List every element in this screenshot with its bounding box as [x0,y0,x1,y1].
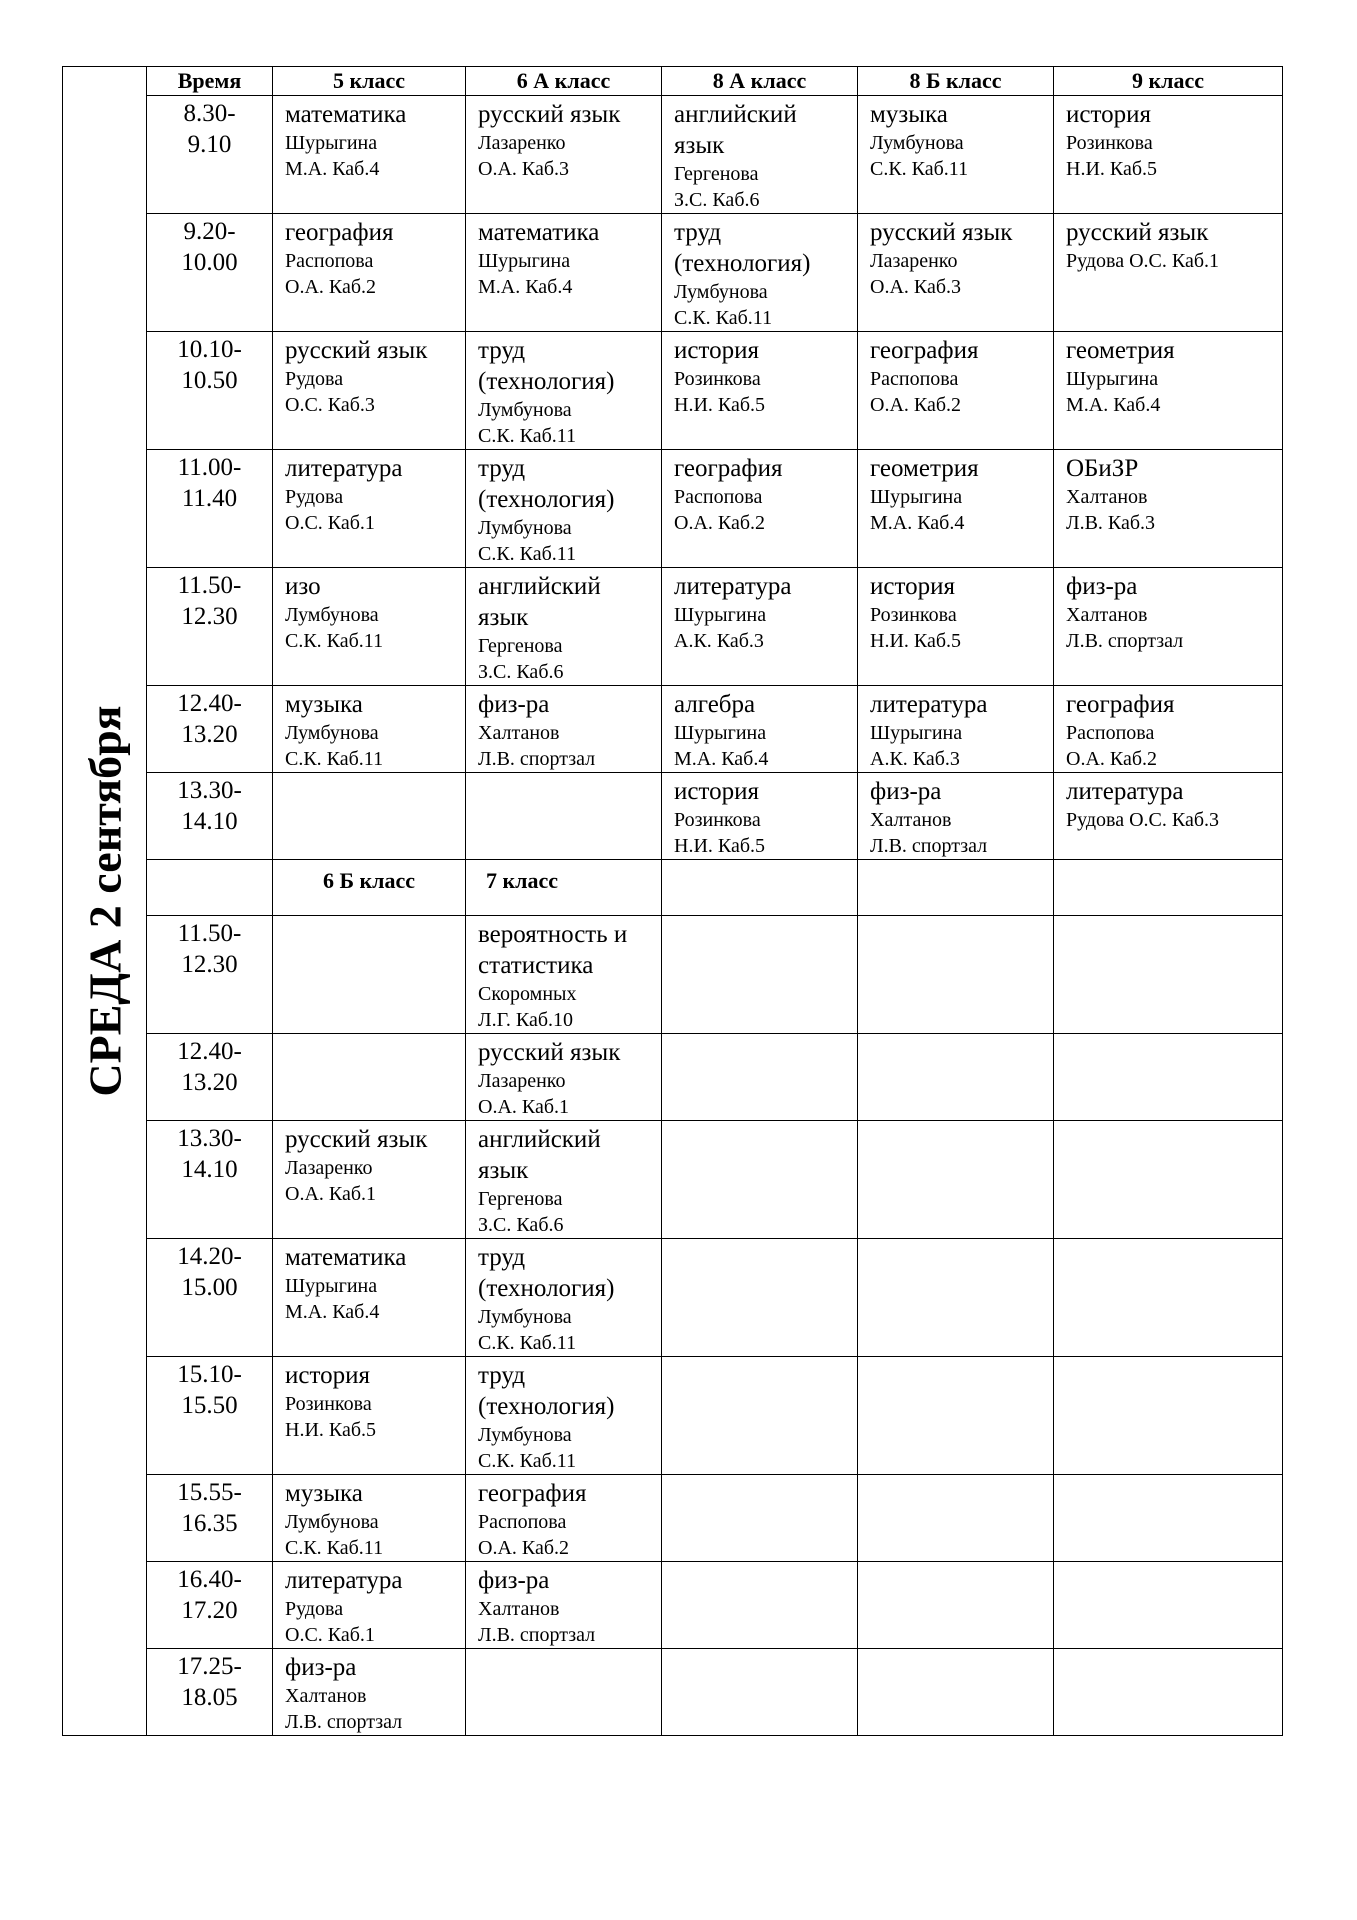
schedule-row [63,568,1283,686]
empty-cell [1054,1475,1283,1562]
time-cell [147,1562,273,1649]
teacher-initials-room: М.А. Каб.4 [1066,394,1161,416]
time-line: 17.20 [181,1597,238,1624]
subject-name: русский язык [1066,219,1209,246]
teacher-name: Розинкова [674,368,761,390]
time-line: 13.20 [181,721,238,748]
subject-name: математика [285,1244,407,1271]
time-cell [147,1034,273,1121]
time-cell [147,96,273,214]
time-cell [147,214,273,332]
teacher-name: Шурыгина [285,132,378,154]
subject-name: геометрия [1066,337,1175,364]
subject-name: изо [285,573,321,600]
empty-cell [1054,860,1283,916]
lesson-cell [1054,96,1283,214]
teacher-initials-room: Н.И. Каб.5 [285,1419,377,1441]
teacher-initials-room: О.А. Каб.3 [478,158,570,180]
teacher-name: Рудова [285,486,344,508]
teacher-name: Скоромных [478,983,577,1005]
time-line: 9.10 [187,131,232,158]
subject-name: физ-ра [478,691,550,718]
time-line: 15.50 [181,1392,238,1419]
lesson-cell [466,1239,662,1357]
teacher-name: Лумбунова [870,132,964,154]
subject-name: труд [478,1244,526,1271]
subject-name: география [870,337,979,364]
teacher-name: Лазаренко [285,1157,373,1179]
teacher-initials-room: А.К. Каб.3 [674,630,764,652]
empty-cell [662,916,858,1034]
subject-name: математика [478,219,600,246]
teacher-name: Рудова О.С. Каб.1 [1066,250,1220,272]
teacher-initials-room: С.К. Каб.11 [285,1537,384,1559]
subject-name: (технология) [478,368,615,395]
teacher-initials-room: М.А. Каб.4 [674,748,769,770]
teacher-name: Лазаренко [478,1070,566,1092]
lesson-cell [662,332,858,450]
lesson-cell [273,450,466,568]
teacher-initials-room: С.К. Каб.11 [285,630,384,652]
subject-name: литература [674,573,792,600]
subject-name: алгебра [674,691,756,718]
subject-name: геометрия [870,455,979,482]
subject-name: труд [674,219,722,246]
schedule-subheader-row [63,860,1283,916]
teacher-name: Халтанов [1066,486,1148,508]
teacher-initials-room: Л.В. спортзал [870,835,988,857]
subject-name: география [674,455,783,482]
teacher-initials-room: Л.Г. Каб.10 [478,1009,573,1031]
lesson-cell [273,686,466,773]
schedule-row [63,332,1283,450]
teacher-name: Лумбунова [674,281,768,303]
teacher-name: Халтанов [478,722,560,744]
day-title: СРЕДА 2 сентября [79,705,130,1097]
teacher-initials-room: Н.И. Каб.5 [870,630,962,652]
subject-name: ОБиЗР [1066,455,1139,482]
time-cell [147,1649,273,1736]
time-cell [147,1121,273,1239]
lesson-cell [858,773,1054,860]
teacher-name: Халтанов [870,809,952,831]
time-line: 15.55- [177,1479,242,1506]
subject-name: труд [478,1362,526,1389]
schedule-row [63,96,1283,214]
subject-name: литература [285,1567,403,1594]
teacher-name: Шурыгина [1066,368,1159,390]
empty-cell [1054,1034,1283,1121]
teacher-name: Гергенова [478,1188,563,1210]
schedule-row [63,1239,1283,1357]
teacher-name: Лумбунова [285,1511,379,1533]
teacher-initials-room: О.С. Каб.3 [285,394,375,416]
lesson-cell [273,1121,466,1239]
time-line: 13.20 [181,1069,238,1096]
lesson-cell [466,1475,662,1562]
subject-name: (технология) [478,1275,615,1302]
teacher-name: Лумбунова [478,1306,572,1328]
subject-name: история [674,778,759,805]
header-class-6a: 6 А класс [466,67,662,96]
teacher-initials-room: С.К. Каб.11 [478,543,577,565]
subject-name: английский [674,101,797,128]
subject-name: литература [1066,778,1184,805]
subject-name: география [478,1480,587,1507]
schedule-row [63,1475,1283,1562]
schedule-row [63,450,1283,568]
lesson-cell [273,1475,466,1562]
subject-name: физ-ра [1066,573,1138,600]
schedule-row [63,1034,1283,1121]
schedule-table [62,66,1283,1736]
lesson-cell [858,568,1054,686]
teacher-initials-room: З.С. Каб.6 [478,1214,564,1236]
time-line: 11.50- [177,572,242,599]
empty-cell [1054,916,1283,1034]
schedule-row [63,773,1283,860]
time-line: 18.05 [181,1684,238,1711]
lesson-cell [1054,568,1283,686]
lesson-cell [273,1034,466,1121]
lesson-cell [858,686,1054,773]
teacher-initials-room: Н.И. Каб.5 [674,835,766,857]
subject-name: язык [478,604,529,631]
time-line: 11.00- [177,454,242,481]
teacher-name: Распопова [870,368,959,390]
empty-cell [1054,1649,1283,1736]
teacher-initials-room: С.К. Каб.11 [478,1450,577,1472]
lesson-cell [466,773,662,860]
time-line: 10.00 [181,249,238,276]
teacher-name: Шурыгина [478,250,571,272]
teacher-initials-room: О.А. Каб.1 [478,1096,570,1118]
lesson-cell [662,450,858,568]
time-cell [147,1239,273,1357]
teacher-name: Халтанов [478,1598,560,1620]
header-class-5: 5 класс [273,67,466,96]
empty-cell [662,1649,858,1736]
lesson-cell [273,96,466,214]
schedule-row [63,916,1283,1034]
subject-name: английский [478,573,601,600]
lesson-cell [662,568,858,686]
teacher-name: Шурыгина [870,486,963,508]
empty-cell [1054,1357,1283,1475]
subject-name: история [674,337,759,364]
header-class-7: 7 класс [466,860,662,916]
time-line: 12.30 [181,951,238,978]
empty-cell [858,1357,1054,1475]
teacher-name: Лумбунова [285,722,379,744]
time-line: 13.30- [177,1125,242,1152]
teacher-name: Распопова [674,486,763,508]
time-cell [147,568,273,686]
subject-name: (технология) [478,1393,615,1420]
lesson-cell [466,214,662,332]
empty-cell [858,916,1054,1034]
schedule-row [63,1562,1283,1649]
teacher-initials-room: М.А. Каб.4 [285,158,380,180]
empty-cell [662,1121,858,1239]
subject-name: история [285,1362,370,1389]
subject-name: русский язык [870,219,1013,246]
empty-cell [662,1239,858,1357]
schedule-row [63,1357,1283,1475]
time-line: 9.20- [183,218,236,245]
teacher-name: Халтанов [1066,604,1148,626]
lesson-cell [273,332,466,450]
time-cell [147,773,273,860]
time-line: 12.30 [181,603,238,630]
day-column [63,67,147,1736]
teacher-initials-room: Л.В. спортзал [478,748,596,770]
time-cell [147,916,273,1034]
lesson-cell [273,1357,466,1475]
lesson-cell [858,96,1054,214]
empty-cell [858,1121,1054,1239]
empty-cell [858,1475,1054,1562]
teacher-initials-room: О.А. Каб.1 [285,1183,377,1205]
time-line: 15.00 [181,1274,238,1301]
teacher-name: Шурыгина [285,1275,378,1297]
lesson-cell [466,450,662,568]
teacher-initials-room: С.К. Каб.11 [285,748,384,770]
empty-cell [1054,1121,1283,1239]
subject-name: литература [870,691,988,718]
lesson-cell [662,773,858,860]
teacher-name: Халтанов [285,1685,367,1707]
teacher-name: Лазаренко [870,250,958,272]
teacher-initials-room: М.А. Каб.4 [870,512,965,534]
subject-name: музыка [870,101,948,128]
empty-cell [662,860,858,916]
subject-name: (технология) [478,486,615,513]
subject-name: труд [478,337,526,364]
time-line: 17.25- [177,1653,242,1680]
teacher-initials-room: Н.И. Каб.5 [1066,158,1158,180]
teacher-initials-room: С.К. Каб.11 [478,1332,577,1354]
time-line: 16.40- [177,1566,242,1593]
header-class-6b: 6 Б класс [273,860,466,916]
schedule-row [63,1121,1283,1239]
teacher-name: Рудова О.С. Каб.3 [1066,809,1220,831]
subject-name: география [285,219,394,246]
time-line: 12.40- [177,1038,242,1065]
schedule-row [63,214,1283,332]
teacher-initials-room: О.А. Каб.2 [1066,748,1158,770]
teacher-name: Рудова [285,368,344,390]
lesson-cell [273,214,466,332]
lesson-cell [858,332,1054,450]
subject-name: история [1066,101,1151,128]
teacher-name: Распопова [1066,722,1155,744]
lesson-cell [1054,332,1283,450]
time-cell [147,332,273,450]
subject-name: музыка [285,1480,363,1507]
header-class-8b: 8 Б класс [858,67,1054,96]
teacher-initials-room: О.С. Каб.1 [285,1624,375,1646]
time-line: 11.50- [177,920,242,947]
subject-name: физ-ра [478,1567,550,1594]
empty-cell [858,1649,1054,1736]
teacher-name: Розинкова [674,809,761,831]
time-line: 10.50 [181,367,238,394]
lesson-cell [273,1649,466,1736]
header-class-8a: 8 А класс [662,67,858,96]
subject-name: вероятность и [478,921,628,948]
teacher-initials-room: О.С. Каб.1 [285,512,375,534]
teacher-name: Лумбунова [478,399,572,421]
lesson-cell [1054,773,1283,860]
lesson-cell [466,916,662,1034]
lesson-cell [662,96,858,214]
schedule-sheet [62,66,1282,1736]
time-line: 8.30- [183,100,236,127]
empty-cell [858,1034,1054,1121]
empty-cell [147,860,273,916]
subject-name: математика [285,101,407,128]
time-line: 14.10 [181,808,238,835]
teacher-name: Шурыгина [674,722,767,744]
time-line: 15.10- [177,1361,242,1388]
time-line: 10.10- [177,336,242,363]
lesson-cell [273,1239,466,1357]
subject-name: история [870,573,955,600]
lesson-cell [466,1121,662,1239]
lesson-cell [466,96,662,214]
empty-cell [662,1475,858,1562]
teacher-name: Шурыгина [870,722,963,744]
teacher-initials-room: О.А. Каб.2 [870,394,962,416]
teacher-initials-room: М.А. Каб.4 [478,276,573,298]
subject-name: английский [478,1126,601,1153]
subject-name: труд [478,455,526,482]
teacher-initials-room: О.А. Каб.3 [870,276,962,298]
empty-cell [662,1034,858,1121]
teacher-name: Шурыгина [674,604,767,626]
empty-cell [662,1357,858,1475]
teacher-name: Гергенова [674,163,759,185]
teacher-name: Лумбунова [478,517,572,539]
subject-name: язык [674,132,725,159]
subject-name: русский язык [478,101,621,128]
teacher-name: Распопова [478,1511,567,1533]
subject-name: статистика [478,952,594,979]
lesson-cell [273,916,466,1034]
subject-name: (технология) [674,250,811,277]
teacher-initials-room: Л.В. Каб.3 [1066,512,1156,534]
time-cell [147,1357,273,1475]
time-line: 12.40- [177,690,242,717]
subject-name: география [1066,691,1175,718]
lesson-cell [1054,450,1283,568]
teacher-name: Рудова [285,1598,344,1620]
teacher-initials-room: З.С. Каб.6 [674,189,760,211]
time-cell [147,450,273,568]
teacher-name: Лумбунова [478,1424,572,1446]
teacher-initials-room: А.К. Каб.3 [870,748,960,770]
subject-name: язык [478,1157,529,1184]
lesson-cell [466,1562,662,1649]
subject-name: литература [285,455,403,482]
header-time: Время [147,67,273,96]
teacher-name: Розинкова [870,604,957,626]
teacher-name: Розинкова [1066,132,1153,154]
empty-cell [858,1562,1054,1649]
schedule-row [63,686,1283,773]
header-class-9: 9 класс [1054,67,1283,96]
teacher-initials-room: Л.В. спортзал [285,1711,403,1733]
time-cell [147,686,273,773]
teacher-name: Распопова [285,250,374,272]
teacher-initials-room: О.А. Каб.2 [674,512,766,534]
subject-name: русский язык [478,1039,621,1066]
subject-name: физ-ра [285,1654,357,1681]
teacher-name: Гергенова [478,635,563,657]
teacher-initials-room: М.А. Каб.4 [285,1301,380,1323]
subject-name: физ-ра [870,778,942,805]
empty-cell [858,1239,1054,1357]
time-line: 13.30- [177,777,242,804]
teacher-initials-room: О.А. Каб.2 [285,276,377,298]
empty-cell [1054,1562,1283,1649]
lesson-cell [662,686,858,773]
empty-cell [858,860,1054,916]
lesson-cell [1054,686,1283,773]
teacher-initials-room: Л.В. спортзал [478,1624,596,1646]
lesson-cell [858,450,1054,568]
teacher-initials-room: С.К. Каб.11 [674,307,773,329]
lesson-cell [858,214,1054,332]
time-line: 14.10 [181,1156,238,1183]
lesson-cell [273,568,466,686]
lesson-cell [662,214,858,332]
time-line: 14.20- [177,1243,242,1270]
teacher-initials-room: Н.И. Каб.5 [674,394,766,416]
teacher-initials-room: Л.В. спортзал [1066,630,1184,652]
lesson-cell [466,1034,662,1121]
subject-name: музыка [285,691,363,718]
teacher-initials-room: О.А. Каб.2 [478,1537,570,1559]
empty-cell [1054,1239,1283,1357]
schedule-row [63,1649,1283,1736]
subject-name: русский язык [285,1126,428,1153]
lesson-cell [273,773,466,860]
time-line: 16.35 [181,1510,238,1537]
empty-cell [662,1562,858,1649]
lesson-cell [466,332,662,450]
teacher-name: Лазаренко [478,132,566,154]
teacher-initials-room: С.К. Каб.11 [870,158,969,180]
lesson-cell [466,1357,662,1475]
teacher-name: Розинкова [285,1393,372,1415]
time-line: 11.40 [181,485,238,512]
lesson-cell [466,686,662,773]
teacher-initials-room: С.К. Каб.11 [478,425,577,447]
lesson-cell [273,1562,466,1649]
subject-name: русский язык [285,337,428,364]
lesson-cell [466,1649,662,1736]
teacher-initials-room: З.С. Каб.6 [478,661,564,683]
lesson-cell [466,568,662,686]
time-cell [147,1475,273,1562]
lesson-cell [1054,214,1283,332]
teacher-name: Лумбунова [285,604,379,626]
